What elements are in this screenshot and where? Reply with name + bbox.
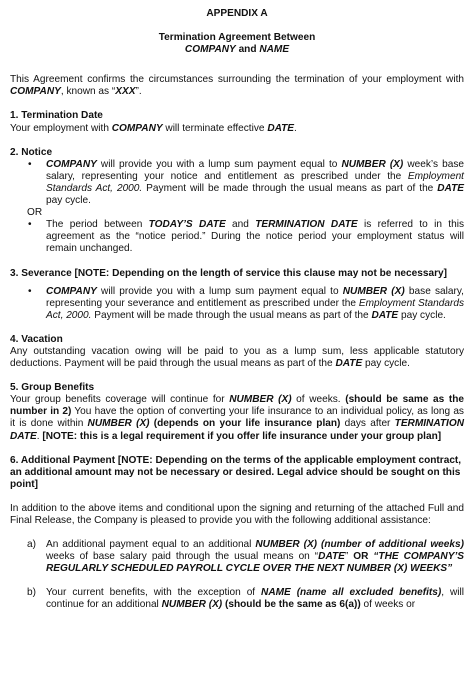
section-6-heading: 6. Additional Payment [NOTE: Depending on the terms of the applicable employment contract, an additional amount may not be necessary or desired. Legal advice should be sought on this point] (10, 454, 462, 490)
text: ” (344, 551, 354, 563)
name-placeholder: NAME (259, 44, 290, 56)
text: will provide you with a lump sum payment equal to (96, 158, 342, 170)
intro-text: ”. (135, 86, 142, 98)
or-text: OR (353, 551, 369, 563)
date-placeholder: DATE (371, 309, 399, 321)
xxx-placeholder: XXX (115, 86, 136, 98)
section-6-item-b (10, 587, 464, 611)
section-2-bullet-2 (10, 219, 464, 255)
text: and (225, 219, 256, 231)
item-label: b) (27, 587, 36, 599)
text: pay cycle. (398, 309, 446, 321)
number-placeholder: NUMBER (X) (342, 285, 405, 297)
bullet-icon: • (28, 219, 32, 231)
act-name: Employment Standards Act, 2000. (46, 170, 464, 194)
and-text: and (235, 44, 260, 56)
section-3-bullet (10, 286, 464, 322)
section-2-heading: 2. Notice (10, 146, 53, 158)
company-placeholder: COMPANY (46, 158, 97, 170)
or-separator: OR (27, 207, 43, 219)
section-4-heading: 4. Vacation (10, 333, 63, 345)
text: base salary, representing your severance and entitlement as prescribed under the (46, 285, 464, 309)
date-placeholder: DATE (437, 182, 464, 194)
section-6-paragraph: In addition to the above items and conditional upon the signing and returning of the attached Full and Final Release, the Company is pleased to provide you with the following additional assistance: (10, 502, 464, 526)
number-placeholder: NUMBER (X) (number of additional weeks) (255, 539, 464, 551)
note-text: (depends on your life insurance plan) (149, 418, 341, 430)
section-5-text (10, 394, 464, 442)
text: An additional payment equal to an additional (46, 539, 256, 551)
termination-date-placeholder: TERMINATION DATE (255, 219, 358, 231)
date-placeholder: DATE (335, 358, 363, 370)
text: Any outstanding vacation owing will be paid to you as a lump sum, less applicable statutory deductions. Payment will be paid through the usual means as part of the (10, 345, 464, 370)
company-placeholder: COMPANY (46, 285, 97, 297)
text: weeks of base salary paid through the usual means on “ (46, 551, 319, 563)
number-placeholder: NUMBER (X) (229, 394, 292, 406)
note-text: (should be same as the number in 2) (10, 394, 464, 418)
text: pay cycle. (362, 358, 410, 370)
today-date-placeholder: TODAY’S DATE (148, 219, 226, 231)
text: Payment will be made through the usual means as part of the (91, 309, 372, 321)
date-placeholder: DATE (318, 551, 345, 563)
text: You have the option of converting your life insurance to an individual policy, as long as it is done within (10, 406, 464, 430)
text: Your current benefits, with the exception of (46, 587, 262, 599)
termination-date-placeholder: TERMINATION DATE (10, 418, 464, 442)
text: Your employment with (10, 122, 112, 134)
company-placeholder: COMPANY (10, 86, 61, 98)
name-placeholder: NAME (name all excluded benefits) (261, 587, 442, 599)
text: of weeks. (291, 394, 346, 406)
section-1-text (10, 123, 464, 135)
section-2-bullet-1 (10, 159, 464, 207)
section-6-item-a (10, 539, 464, 575)
text: of weeks or (360, 599, 416, 611)
section-3-heading: 3. Severance [NOTE: Depending on the length of service this clause may not be necessary] (10, 267, 447, 279)
text: , will continue for an additional (46, 587, 464, 611)
date-placeholder: DATE (267, 122, 295, 134)
text: pay cycle. (46, 195, 91, 207)
bullet-icon: • (28, 158, 32, 170)
text: is referred to in this agreement as the “notice period.” During the notice period your employment status will remain unchanged. (46, 219, 465, 255)
text: days after (340, 418, 395, 430)
number-placeholder: NUMBER (X) (161, 599, 223, 611)
bullet-icon: • (28, 285, 32, 297)
text: . (36, 430, 43, 442)
intro-text: This Agreement confirms the circumstances surrounding the termination of your employment with (10, 74, 464, 86)
intro-text: , known as “ (60, 86, 116, 98)
agreement-heading: Termination Agreement Between (158, 32, 316, 44)
act-name: Employment Standards Act, 2000. (46, 297, 464, 321)
payroll-placeholder: “THE COMPANY’S REGULARLY SCHEDULED PAYROLL CYCLE OVER THE NEXT NUMBER (X) WEEKS” (46, 551, 464, 575)
text: Your group benefits coverage will continue for (10, 394, 230, 406)
appendix-title: APPENDIX A (206, 8, 268, 19)
note-text: (should be the same as 6(a)) (222, 599, 361, 611)
section-1-heading: 1. Termination Date (10, 110, 103, 122)
text: week’s base salary, representing your notice and entitlement as prescribed under the (46, 158, 464, 182)
text: Payment will be made through the usual means as part of the (142, 182, 438, 194)
company-placeholder: COMPANY (184, 44, 236, 56)
section-5-heading: 5. Group Benefits (10, 382, 95, 394)
text: The period between (46, 219, 149, 231)
text: . (294, 122, 297, 134)
note-text: [NOTE: this is a legal requirement if you offer life insurance under your group plan] (42, 430, 442, 442)
agreement-parties (10, 44, 464, 56)
item-label: a) (27, 539, 36, 551)
company-placeholder: COMPANY (111, 122, 163, 134)
text: will terminate effective (162, 122, 268, 134)
text: will provide you with a lump sum payment equal to (96, 285, 343, 297)
intro-paragraph (10, 74, 464, 98)
number-placeholder: NUMBER (X) (87, 418, 150, 430)
number-placeholder: NUMBER (X) (341, 158, 404, 170)
section-4-text (10, 346, 464, 370)
